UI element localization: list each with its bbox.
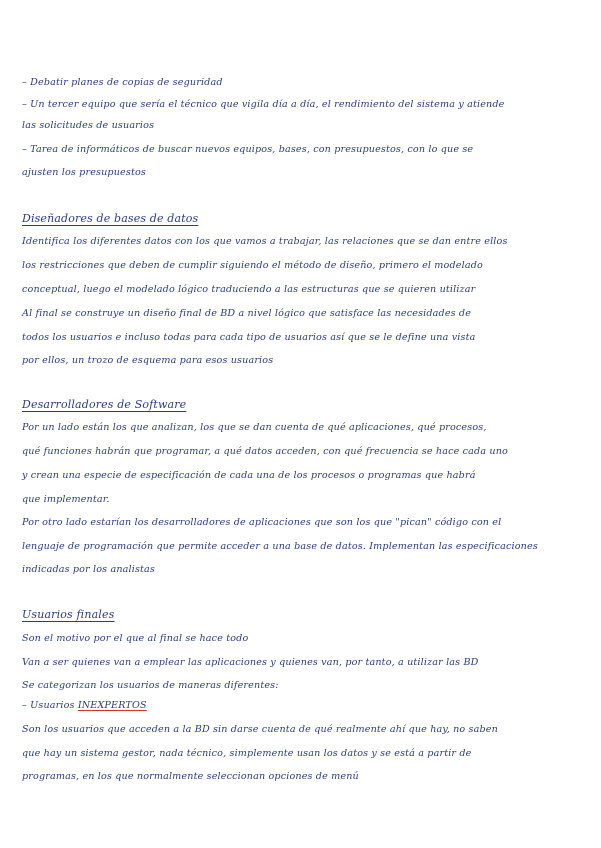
intro-line-4: – Tarea de informáticos de buscar nuevos equipos, bases, con presupuestos, con lo que se (22, 144, 474, 155)
section-3-line-3: Se categorizan los usuarios de maneras diferentes: (22, 680, 279, 691)
section-2-line-3: y crean una especie de especificación de cada una de los procesos o programas que habrá (22, 470, 476, 481)
intro-line-2: – Un tercer equipo que sería el técnico que vigila día a día, el rendimiento del sistema y atiende (22, 99, 505, 110)
intro-line-3: las solicitudes de usuarios (22, 120, 155, 131)
subheading-highlight: INEXPERTOS (77, 700, 147, 711)
subheading-inexpert-users (22, 701, 147, 711)
section-heading-db-designers: Diseñadores de bases de datos (22, 212, 199, 225)
section-2-line-7: indicadas por los analistas (22, 564, 155, 575)
section-heading-end-users: Usuarios finales (22, 608, 115, 621)
section-3-line-1: Son el motivo por el que al final se hace todo (22, 633, 249, 644)
section-2-line-5: Por otro lado estarían los desarrolladores de aplicaciones que son los que "pican" código con el (22, 517, 502, 528)
section-1-line-2: los restricciones que deben de cumplir siguiendo el método de diseño, primero el modelado (22, 260, 483, 271)
subheading-prefix: – Usuarios (22, 700, 75, 711)
section-2-line-4: que implementar. (22, 494, 110, 505)
section-2-line-1: Por un lado están los que analizan, los que se dan cuenta de qué aplicaciones, qué procesos, (22, 422, 487, 433)
section-2-line-6: lenguaje de programación que permite acceder a una base de datos. Implementan las especificaciones (22, 541, 538, 552)
intro-line-1: – Debatir planes de copias de seguridad (22, 77, 223, 88)
intro-line-5: ajusten los presupuestos (22, 167, 146, 178)
section-3-line-2: Van a ser quienes van a emplear las aplicaciones y quienes van, por tanto, a utilizar las BD (22, 657, 479, 668)
section-1-line-6: por ellos, un trozo de esquema para esos usuarios (22, 355, 274, 366)
section-3-subline-2: que hay un sistema gestor, nada técnico, simplemente usan los datos y se está a partir de (22, 748, 472, 759)
section-1-line-1: Identifica los diferentes datos con los que vamos a trabajar, las relaciones que se dan entre ellos (22, 236, 508, 247)
section-3-subline-3: programas, en los que normalmente seleccionan opciones de menú (22, 771, 359, 782)
section-1-line-4: Al final se construye un diseño final de BD a nivel lógico que satisface las necesidades de (22, 308, 472, 319)
section-heading-software-developers: Desarrolladores de Software (22, 398, 187, 411)
section-2-line-2: qué funciones habrán que programar, a qué datos acceden, con qué frecuencia se hace cada uno (22, 446, 508, 457)
section-3-subline-1: Son los usuarios que acceden a la BD sin darse cuenta de qué realmente ahí que hay, no saben (22, 724, 498, 735)
section-1-line-5: todos los usuarios e incluso todas para cada tipo de usuarios así que se le define una vista (22, 332, 476, 343)
section-1-line-3: conceptual, luego el modelado lógico traduciendo a las estructuras que se quieren utilizar (22, 284, 476, 295)
